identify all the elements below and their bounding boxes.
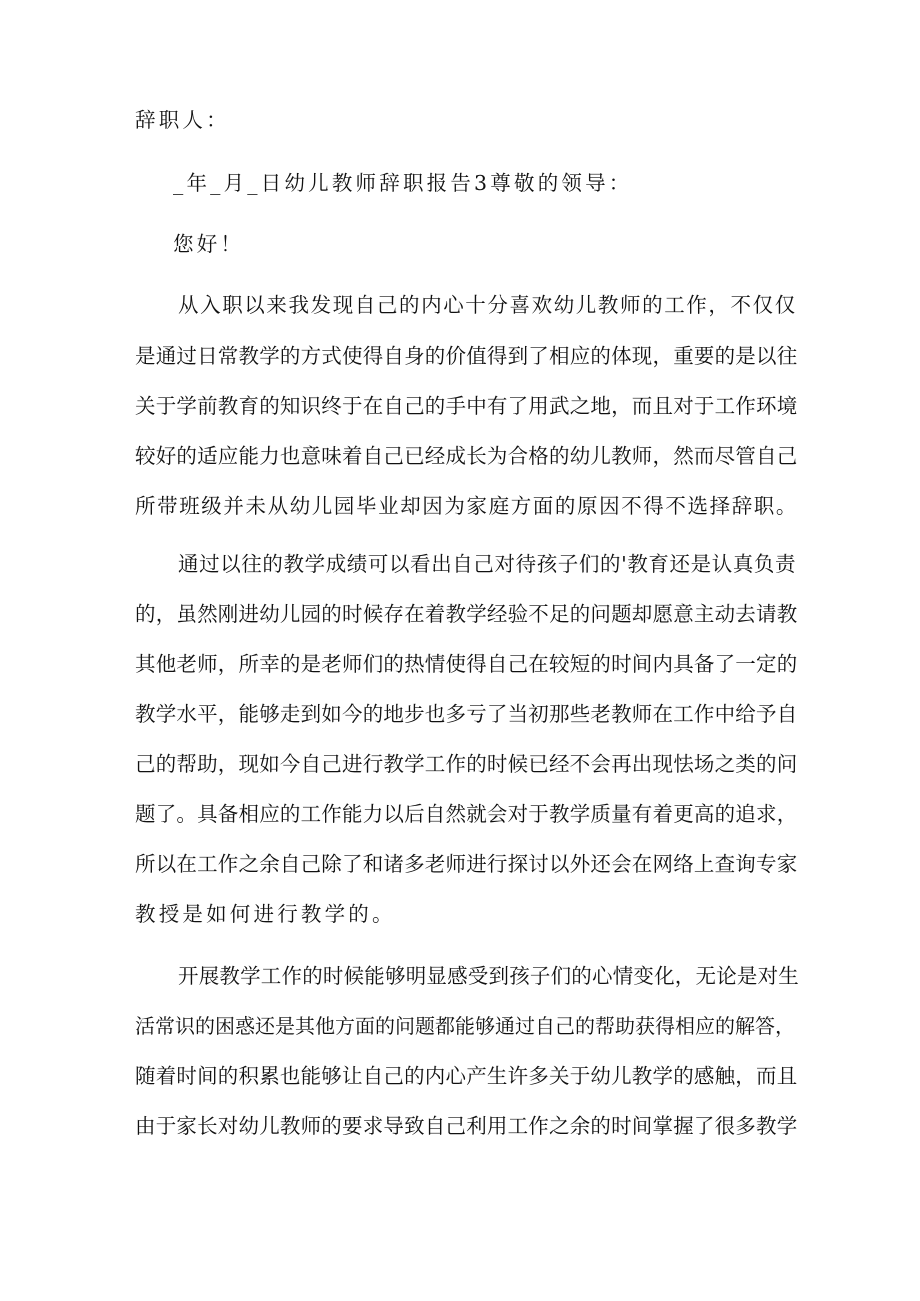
paragraph-line: 的，虽然刚进幼儿园的时候存在着教学经验不足的问题却愿意主动去请教 [135, 602, 798, 626]
paragraph-line: 己的帮助，现如今自己进行教学工作的时候已经不会再出现怯场之类的问 [135, 752, 798, 776]
paragraph-line: 教授是如何进行教学的。 [135, 902, 396, 926]
paragraph-line: 是通过日常教学的方式使得自身的价值得到了相应的体现，重要的是以往 [135, 344, 798, 368]
paragraph-line: 题了。具备相应的工作能力以后自然就会对于教学质量有着更高的追求， [135, 802, 798, 826]
paragraph-line: 关于学前教育的知识终于在自己的手中有了用武之地，而且对于工作环境 [135, 394, 798, 418]
date-and-heading: _年_月_日幼儿教师辞职报告3尊敬的领导： [173, 171, 633, 195]
paragraph-line: 由于家长对幼儿教师的要求导致自己利用工作之余的时间掌握了很多教学 [135, 1114, 798, 1138]
signature-label: 辞职人： [135, 108, 230, 132]
paragraph-line: 所带班级并未从幼儿园毕业却因为家庭方面的原因不得不选择辞职。 [135, 494, 798, 518]
paragraph-line: 从入职以来我发现自己的内心十分喜欢幼儿教师的工作，不仅仅 [178, 293, 797, 317]
paragraph-line: 开展教学工作的时候能够明显感受到孩子们的心情变化，无论是对生 [178, 964, 799, 988]
paragraph-line: 所以在工作之余自己除了和诸多老师进行探讨以外还会在网络上查询专家 [135, 852, 798, 876]
paragraph-line: 通过以往的教学成绩可以看出自己对待孩子们的'教育还是认真负责 [178, 552, 797, 576]
paragraph-line: 教学水平，能够走到如今的地步也多亏了当初那些老教师在工作中给予自 [135, 702, 798, 726]
paragraph-line: 较好的适应能力也意味着自己已经成长为合格的幼儿教师，然而尽管自己 [135, 444, 798, 468]
paragraph-line: 其他老师，所幸的是老师们的热情使得自己在较短的时间内具备了一定的 [135, 652, 798, 676]
paragraph-line: 活常识的困惑还是其他方面的问题都能够通过自己的帮助获得相应的解答， [135, 1014, 795, 1038]
paragraph-line: 随着时间的积累也能够让自己的内心产生许多关于幼儿教学的感触，而且 [135, 1064, 798, 1088]
greeting: 您好！ [173, 232, 245, 256]
